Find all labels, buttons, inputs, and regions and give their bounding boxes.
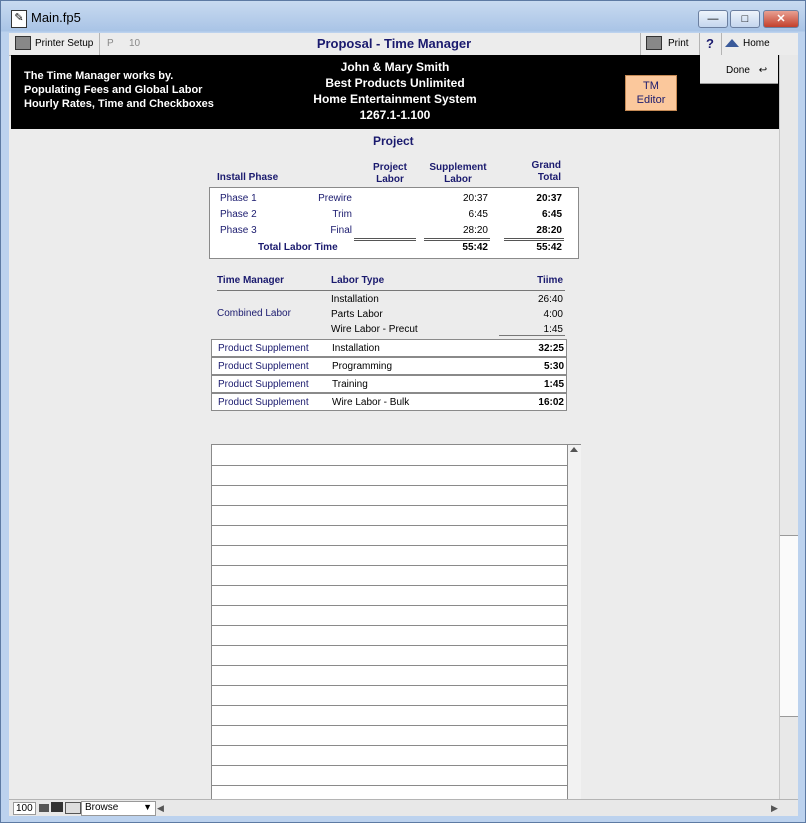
portal-row-divider bbox=[212, 665, 567, 666]
scroll-up-arrow-icon[interactable] bbox=[570, 447, 578, 452]
phase-supplement: 28:20 bbox=[462, 225, 488, 236]
portal-row-divider bbox=[212, 525, 567, 526]
supplement-source: Product Supplement bbox=[218, 343, 309, 354]
window-title: Main.fp5 bbox=[31, 10, 81, 25]
supplement-time: 1:45 bbox=[543, 379, 564, 390]
supplement-row[interactable] bbox=[211, 375, 567, 393]
phase-label: Phase 1 bbox=[220, 193, 257, 204]
portal-row-divider bbox=[212, 705, 567, 706]
portal-scrollbar[interactable] bbox=[567, 445, 581, 816]
supplement-source: Product Supplement bbox=[218, 361, 309, 372]
supplement-type: Installation bbox=[332, 343, 380, 354]
home-button[interactable]: Home bbox=[725, 33, 770, 55]
combined-labor-label: Combined Labor bbox=[217, 308, 291, 319]
client-info bbox=[261, 59, 529, 123]
labor-type: Installation bbox=[331, 294, 379, 305]
project-name: Home Entertainment System bbox=[313, 92, 477, 106]
zoom-level[interactable]: 100 bbox=[13, 802, 36, 815]
total-grand: 55:42 bbox=[536, 242, 562, 253]
project-heading: Project bbox=[373, 134, 414, 148]
sum-divider bbox=[354, 238, 416, 241]
supplement-labor-header: Supplement Labor bbox=[429, 162, 487, 185]
done-panel bbox=[700, 55, 778, 84]
close-button[interactable]: ✕ bbox=[763, 10, 799, 28]
phase-supplement: 6:45 bbox=[468, 209, 488, 220]
status-bar bbox=[9, 799, 798, 816]
supplement-row[interactable] bbox=[211, 357, 567, 375]
zoom-out-icon[interactable] bbox=[39, 804, 49, 812]
labor-type: Wire Labor - Precut bbox=[331, 324, 418, 335]
supplement-type: Wire Labor - Bulk bbox=[332, 397, 410, 408]
labor-time: 1:45 bbox=[543, 324, 563, 335]
phase-label: Phase 2 bbox=[220, 209, 257, 220]
labor-type-header: Labor Type bbox=[331, 275, 385, 286]
portal-row-divider bbox=[212, 745, 567, 746]
sum-divider bbox=[424, 238, 490, 241]
company-name: Best Products Unlimited bbox=[325, 76, 465, 90]
time-header: Tiime bbox=[537, 275, 563, 286]
instructions-note: The Time Manager works by. Populating Fees and Global Labor Hourly Rates, Time and Checkboxes bbox=[24, 70, 214, 110]
supplement-type: Training bbox=[332, 379, 368, 390]
done-button[interactable]: Done ↩ bbox=[726, 65, 768, 76]
supplement-time: 5:30 bbox=[543, 361, 564, 372]
page-number: 10 bbox=[129, 38, 141, 49]
install-phase-table bbox=[209, 187, 579, 259]
minimize-button[interactable]: — bbox=[698, 10, 728, 28]
portal-row-divider bbox=[212, 465, 567, 466]
phase-type: Trim bbox=[332, 209, 352, 220]
phase-total: 20:37 bbox=[536, 193, 562, 204]
portal-row-divider bbox=[212, 485, 567, 486]
portal-row-divider bbox=[212, 645, 567, 646]
printer-setup-button[interactable]: Printer Setup bbox=[15, 33, 93, 55]
portal-row-divider bbox=[212, 685, 567, 686]
labor-time: 4:00 bbox=[543, 309, 563, 320]
supplement-row[interactable] bbox=[211, 393, 567, 411]
portal-row-divider bbox=[212, 505, 567, 506]
portal-row-divider bbox=[212, 545, 567, 546]
project-number: 1267.1-1.100 bbox=[359, 108, 431, 122]
portal-row-divider bbox=[212, 625, 567, 626]
phase-total: 28:20 bbox=[536, 225, 562, 236]
scroll-right-arrow-icon[interactable]: ▶ bbox=[771, 803, 778, 813]
scroll-left-arrow-icon[interactable]: ◀ bbox=[157, 803, 164, 813]
document-area bbox=[9, 33, 798, 816]
portal-row-divider bbox=[212, 785, 567, 786]
phase-supplement: 20:37 bbox=[462, 193, 488, 204]
status-area-toggle-icon[interactable] bbox=[65, 802, 81, 814]
phase-type: Final bbox=[330, 225, 352, 236]
sum-divider bbox=[504, 238, 564, 241]
labor-time: 26:40 bbox=[537, 294, 563, 305]
combined-rule bbox=[499, 335, 565, 336]
page-label: P bbox=[107, 38, 114, 49]
labor-type: Parts Labor bbox=[331, 309, 383, 320]
chevron-down-icon: ▼ bbox=[143, 802, 152, 812]
printer-icon bbox=[646, 36, 662, 50]
layout-title: Proposal - Time Manager bbox=[316, 36, 472, 51]
layout-toolbar bbox=[9, 33, 798, 56]
title-bar bbox=[1, 1, 805, 33]
proposal-header bbox=[11, 55, 779, 129]
supplement-source: Product Supplement bbox=[218, 379, 309, 390]
supplement-source: Product Supplement bbox=[218, 397, 309, 408]
return-arrow-icon: ↩ bbox=[758, 65, 768, 76]
install-phase-header: Install Phase bbox=[217, 172, 279, 183]
portal-row-divider bbox=[212, 565, 567, 566]
supplement-type: Programming bbox=[332, 361, 393, 372]
total-supplement: 55:42 bbox=[462, 242, 488, 253]
home-icon bbox=[725, 39, 739, 47]
tm-editor-button[interactable]: TM Editor bbox=[625, 75, 677, 111]
mode-select[interactable]: Browse ▼ bbox=[81, 801, 156, 816]
supplement-time: 16:02 bbox=[538, 397, 564, 408]
supplement-row[interactable] bbox=[211, 339, 567, 357]
portal-row-divider bbox=[212, 765, 567, 766]
phase-total: 6:45 bbox=[541, 209, 562, 220]
print-button[interactable]: Print bbox=[646, 33, 689, 55]
help-button[interactable]: ? bbox=[706, 36, 714, 51]
printer-icon bbox=[15, 36, 31, 50]
header-rule bbox=[217, 290, 565, 291]
main-content bbox=[11, 129, 779, 799]
vertical-scrollbar[interactable] bbox=[779, 55, 798, 799]
portal-row-divider bbox=[212, 605, 567, 606]
filemaker-doc-icon: ✎ bbox=[11, 10, 27, 28]
maximize-button[interactable]: □ bbox=[730, 10, 760, 28]
client-name: John & Mary Smith bbox=[340, 60, 450, 74]
total-labor-label: Total Labor Time bbox=[258, 242, 338, 253]
scroll-thumb[interactable] bbox=[780, 535, 798, 717]
project-labor-header: Project Labor bbox=[373, 162, 407, 185]
supplement-time: 32:25 bbox=[538, 343, 564, 354]
phase-type: Prewire bbox=[318, 193, 352, 204]
time-manager-header: Time Manager bbox=[217, 275, 285, 286]
zoom-in-icon[interactable] bbox=[51, 802, 63, 812]
grand-total-header: Grand Total bbox=[531, 160, 561, 183]
portal-row-divider bbox=[212, 585, 567, 586]
empty-portal[interactable] bbox=[211, 444, 581, 816]
portal-row-divider bbox=[212, 725, 567, 726]
phase-label: Phase 3 bbox=[220, 225, 257, 236]
